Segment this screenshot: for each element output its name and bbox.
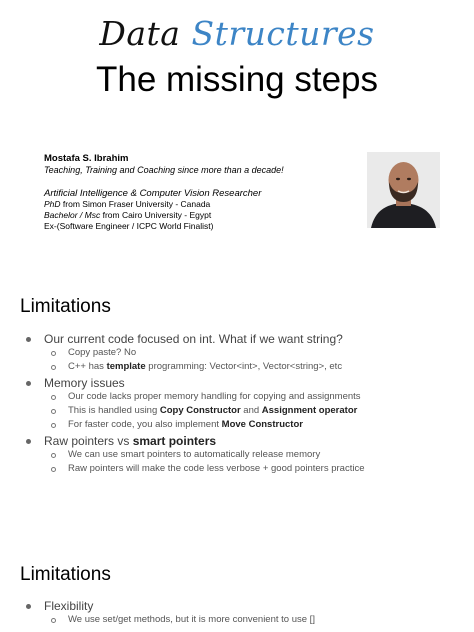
sub-bullet-icon: [51, 395, 56, 400]
author-tagline: Teaching, Training and Coaching since more than a decade!: [44, 165, 284, 175]
list-item: [0, 448, 474, 462]
sub-bullet-text: Copy paste? No: [68, 347, 137, 358]
limitations-list-1: [0, 332, 474, 476]
bullet-text: Our current code focused on int. What if we want string?: [44, 332, 343, 346]
section-title-limitations-1: Limitations: [20, 296, 111, 317]
author-bio: [44, 153, 354, 232]
sub-bullet-icon: [51, 467, 56, 472]
bullet-text: Raw pointers vs: [44, 434, 133, 448]
list-item: [0, 404, 474, 418]
sub-bullet-icon: [51, 351, 56, 356]
logo-word-data: Data: [99, 14, 181, 53]
bullet-text: Flexibility: [44, 599, 94, 613]
list-item: [0, 376, 474, 390]
list-item: [0, 418, 474, 432]
bullet-text: Memory issues: [44, 376, 125, 390]
sub-bullet-icon: [51, 409, 56, 414]
list-item: [0, 599, 474, 613]
author-photo: [367, 152, 440, 228]
list-item: [0, 613, 474, 627]
keyword-assignment-operator: Assignment operator: [261, 405, 358, 416]
list-item: [0, 434, 474, 448]
list-item: [0, 390, 474, 404]
list-item: [0, 462, 474, 476]
sub-bullet-text: Raw pointers will make the code less verbose + good pointers practice: [68, 463, 365, 474]
bullet-icon: [26, 604, 31, 609]
slide-header: [0, 0, 474, 108]
keyword-template: template: [106, 361, 146, 372]
page-title: The missing steps: [95, 60, 379, 99]
author-name: Mostafa S. Ibrahim: [44, 153, 129, 164]
section-title-limitations-2: Limitations: [20, 564, 111, 585]
author-phd: [44, 199, 354, 210]
keyword-smart-pointers: smart pointers: [132, 434, 217, 448]
sub-bullet-text: This is handled using: [68, 405, 160, 416]
course-logo: [0, 14, 474, 53]
sub-bullet-text: C++ has: [68, 361, 107, 372]
bachelor-prefix: Bachelor / Msc: [44, 210, 101, 220]
list-item: [0, 332, 474, 346]
author-photo-image: [367, 152, 440, 228]
sub-bullet-text: We can use smart pointers to automatically release memory: [68, 449, 321, 460]
sub-bullet-text: and: [240, 405, 262, 416]
bachelor-detail: from Cairo University - Egypt: [100, 210, 212, 220]
bullet-icon: [26, 337, 31, 342]
sub-bullet-text: Our code lacks proper memory handling for copying and assignments: [68, 391, 361, 402]
sub-bullet-icon: [51, 618, 56, 623]
phd-prefix: PhD: [44, 199, 61, 209]
author-role: Artificial Intelligence & Computer Vision Researcher: [44, 188, 262, 199]
list-item: [0, 346, 474, 360]
sub-bullet-text: For faster code, you also implement: [68, 419, 222, 430]
bullet-icon: [26, 439, 31, 444]
sub-bullet-icon: [51, 453, 56, 458]
author-bachelor: [44, 210, 354, 221]
sub-bullet-text: We use set/get methods, but it is more convenient to use []: [68, 614, 315, 625]
logo-word-structures: Structures: [191, 14, 375, 53]
keyword-copy-constructor: Copy Constructor: [159, 405, 241, 416]
phd-detail: from Simon Fraser University - Canada: [60, 199, 211, 209]
limitations-list-2: [0, 599, 474, 627]
keyword-move-constructor: Move Constructor: [221, 419, 303, 430]
bullet-icon: [26, 381, 31, 386]
sub-bullet-text: programming: Vector<int>, Vector<string>, etc: [145, 361, 343, 372]
author-ex: Ex-(Software Engineer / ICPC World Finalist): [44, 221, 214, 231]
sub-bullet-icon: [51, 423, 56, 428]
list-item: [0, 360, 474, 374]
sub-bullet-icon: [51, 365, 56, 370]
